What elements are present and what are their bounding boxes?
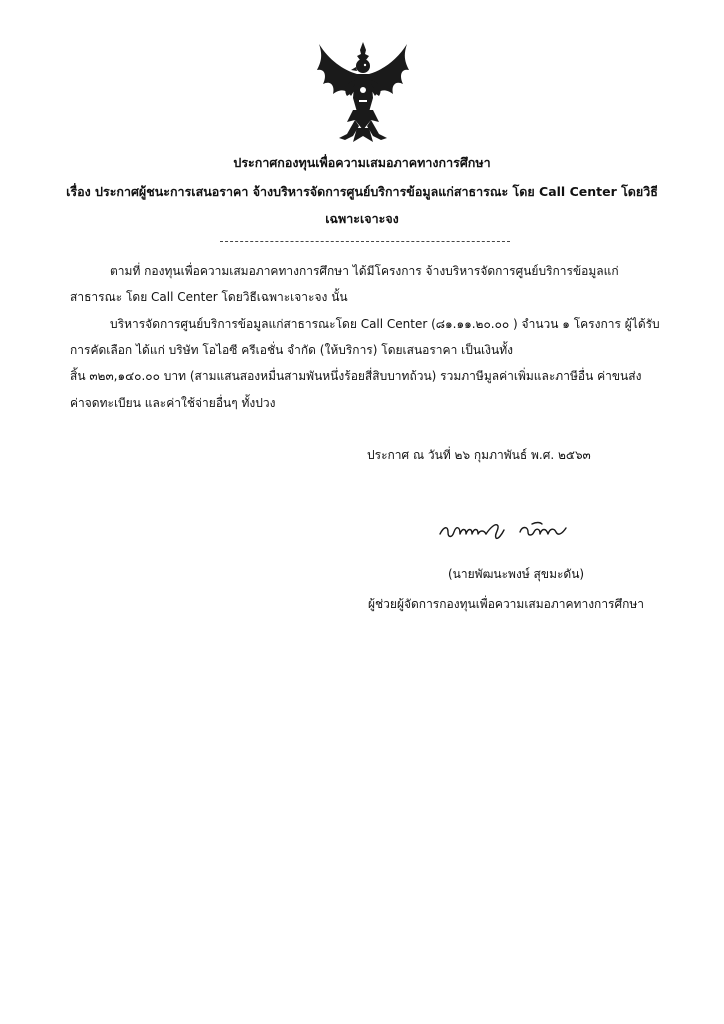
subject-line: เรื่อง ประกาศผู้ชนะการเสนอราคา จ้างบริหารจัดการศูนย์บริการข้อมูลแก่สาธารณะ โดย Call Center โดยวิธี — [66, 184, 658, 199]
paragraph-2-line-3: สิ้น ๓๒๓,๑๔๐.๐๐ บาท (สามแสนสองหมื่นสามพันหนึ่งร้อยสี่สิบบาทถ้วน) รวมภาษีมูลค่าเพิ่มและภาษีอื่น ค่าขนส่ง — [70, 369, 642, 383]
signatory-position: ผู้ช่วยผู้จัดการกองทุนเพื่อความเสมอภาคทางการศึกษา — [368, 597, 645, 611]
paragraph-1-line-2: สาธารณะ โดย Call Center โดยวิธีเฉพาะเจาะจง นั้น — [70, 290, 348, 304]
garuda-emblem-icon — [313, 40, 413, 144]
paragraph-2-line-1: บริหารจัดการศูนย์บริการข้อมูลแก่สาธารณะโดย Call Center (๘๑.๑๑.๒๐.๐๐ ) จำนวน ๑ โครงการ ผู้ได้รับ — [110, 317, 660, 331]
paragraph-2-line-2: การคัดเลือก ได้แก่ บริษัท โอไอซี ครีเอชั่น จำกัด (ให้บริการ) โดยเสนอราคา เป็นเงินทั้ง — [70, 343, 513, 357]
announcement-title: ประกาศกองทุนเพื่อความเสมอภาคทางการศึกษา — [233, 155, 491, 170]
handwritten-signature — [436, 512, 576, 548]
signatory-name: (นายพัฒนะพงษ์ สุขมะดัน) — [448, 567, 585, 581]
paragraph-2-line-4: ค่าจดทะเบียน และค่าใช้จ่ายอื่นๆ ทั้งปวง — [70, 396, 276, 410]
announcement-date: ประกาศ ณ วันที่ ๒๖ กุมภาพันธ์ พ.ศ. ๒๕๖๓ — [367, 448, 591, 462]
title-divider — [220, 241, 510, 242]
subject-line-continued: เฉพาะเจาะจง — [325, 211, 399, 226]
paragraph-1-line-1: ตามที่ กองทุนเพื่อความเสมอภาคทางการศึกษา ได้มีโครงการ จ้างบริหารจัดการศูนย์บริการข้อมูลแก่ — [110, 264, 619, 278]
